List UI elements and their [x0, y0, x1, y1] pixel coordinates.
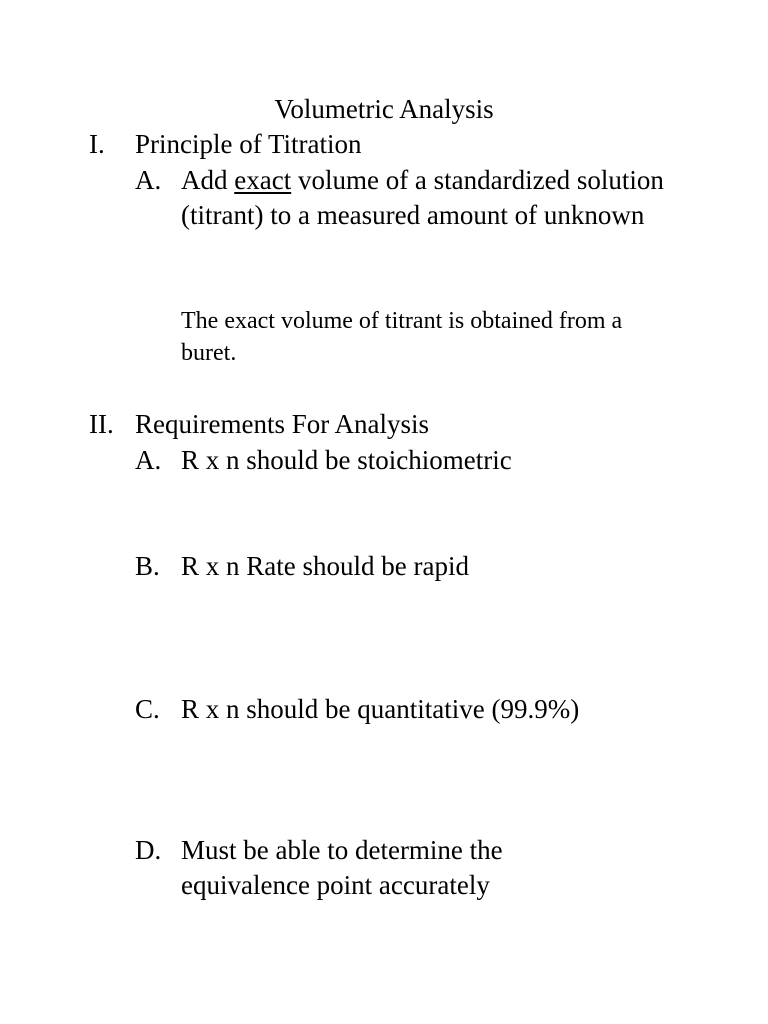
section-1-heading: Principle of Titration — [135, 129, 362, 159]
section-1-item-a-letter: A. — [135, 165, 162, 195]
underlined-word: exact — [234, 165, 292, 195]
section-2-heading: Requirements For Analysis — [135, 409, 429, 439]
section-2-item-c-letter: C. — [135, 694, 160, 724]
section-2-item-c-text: R x n should be quantitative (99.9%) — [181, 694, 580, 724]
section-2-item-d-letter: D. — [135, 835, 162, 865]
section-1-note: The exact volume of titrant is obtained from a buret. — [181, 308, 623, 366]
section-1-item-a-text — [181, 163, 681, 233]
section-2-item-b-text: R x n Rate should be rapid — [181, 551, 469, 581]
section-2-item-b-letter: B. — [135, 551, 160, 581]
item-text-start: Add — [181, 165, 235, 195]
item-text-end: volume of a standardized solution (titrant) to a measured amount of unknown — [181, 165, 664, 230]
page-title: Volumetric Analysis — [274, 94, 494, 124]
section-2-item-a-text: R x n should be stoichiometric — [181, 445, 512, 475]
section-2-item-a-letter: A. — [135, 445, 162, 475]
section-2-item-d-text: Must be able to determine the equivalence point accurately — [181, 835, 503, 900]
section-1-number: I. — [89, 129, 105, 159]
section-2-number: II. — [89, 409, 114, 439]
